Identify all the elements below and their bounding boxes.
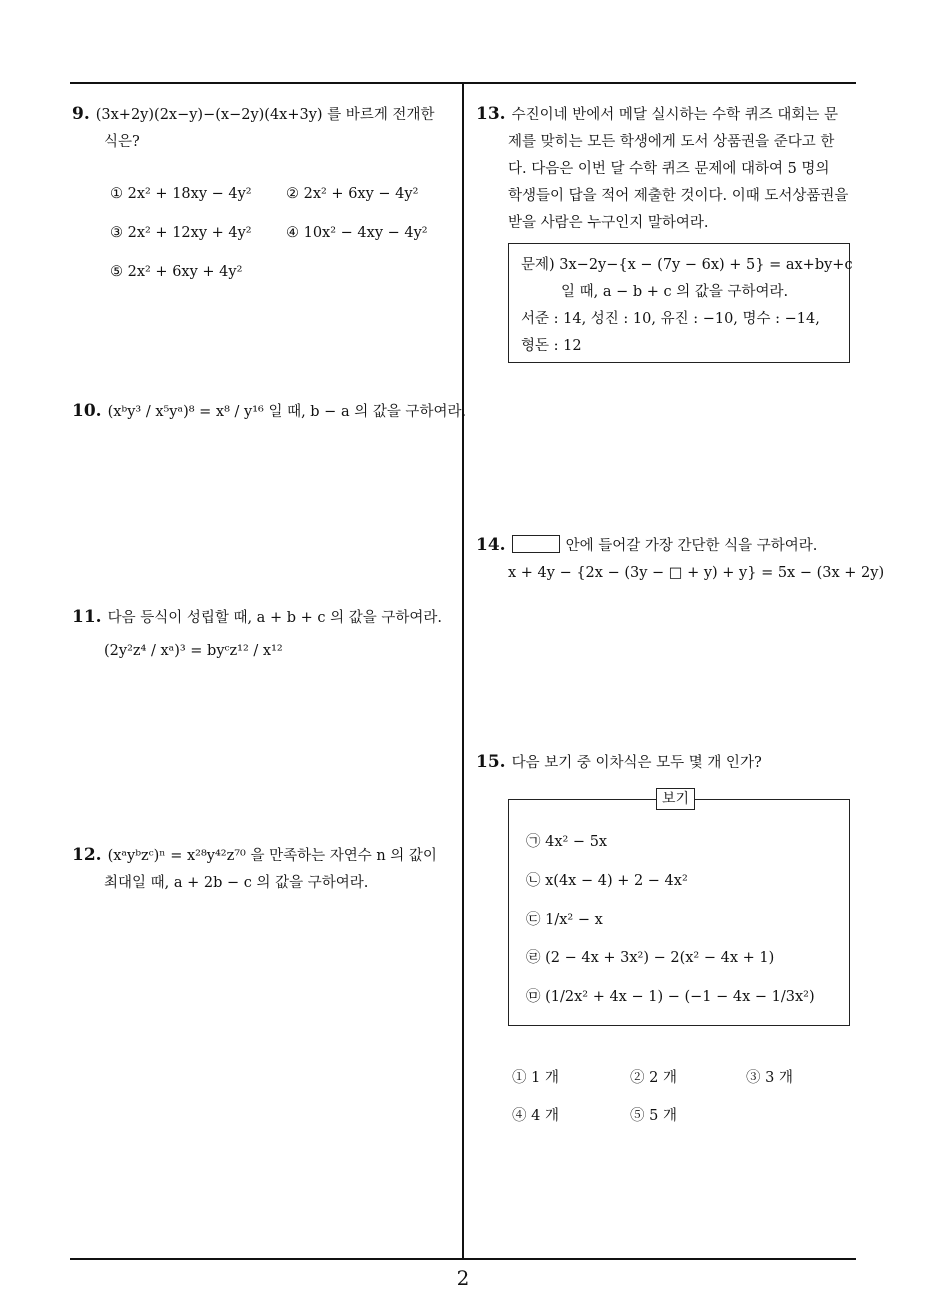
question-14 bbox=[476, 532, 885, 587]
question-number: 9. bbox=[72, 104, 90, 124]
question-number: 10. bbox=[72, 401, 102, 421]
question-text-cont: 최대일 때, a + 2b − c 의 값을 구하여라. bbox=[104, 875, 369, 891]
question-9 bbox=[72, 101, 458, 156]
question-11 bbox=[72, 604, 458, 665]
question-number: 12. bbox=[72, 845, 102, 865]
student-answers: 서준 : 14, 성진 : 10, 유진 : −10, 명수 : −14, bbox=[521, 311, 820, 327]
question-12 bbox=[72, 842, 458, 897]
question-text: (xᵇy³ / x⁵yᵃ)⁸ = x⁸ / y¹⁶ 일 때, b − a 의 값을 구하여라. bbox=[107, 404, 467, 420]
question-text-cont: 받을 사람은 누구인지 말하여라. bbox=[508, 215, 709, 231]
choice-1[interactable]: ① 2x² + 18xy − 4y² bbox=[110, 186, 252, 202]
bogi-item: ㉡ x(4x − 4) + 2 − 4x² bbox=[526, 873, 688, 889]
bogi-item: ㉠ 4x² − 5x bbox=[526, 834, 608, 850]
page-number: 2 bbox=[456, 1266, 470, 1290]
question-text: 안에 들어갈 가장 간단한 식을 구하여라. bbox=[565, 538, 818, 554]
question-text: (xᵃyᵇzᶜ)ⁿ = x²⁸y⁴²z⁷⁰ 을 만족하는 자연수 n 의 값이 bbox=[107, 848, 437, 864]
question-text-cont: 식은? bbox=[104, 134, 140, 150]
choice-1[interactable]: ① 1 개 bbox=[512, 1070, 559, 1086]
question-text-cont: 제를 맞히는 모든 학생에게 도서 상품권을 준다고 한 bbox=[508, 134, 835, 150]
question-text: 다음 보기 중 이차식은 모두 몇 개 인가? bbox=[511, 755, 762, 771]
answer-blank bbox=[512, 535, 560, 553]
choice-3[interactable]: ③ 3 개 bbox=[746, 1070, 793, 1086]
question-15 bbox=[476, 749, 860, 777]
question-number: 15. bbox=[476, 752, 506, 772]
equation: x + 4y − {2x − (3y − □ + y) + y} = 5x − (3x + 2y) bbox=[508, 565, 885, 581]
choice-4[interactable]: ④ 10x² − 4xy − 4y² bbox=[286, 225, 428, 241]
bogi-item: ㉢ 1/x² − x bbox=[526, 912, 603, 928]
choice-5[interactable]: ⑤ 2x² + 6xy + 4y² bbox=[110, 264, 243, 280]
bottom-rule bbox=[70, 1258, 856, 1260]
problem-box bbox=[508, 243, 853, 363]
choice-2[interactable]: ② 2 개 bbox=[630, 1070, 677, 1086]
question-number: 13. bbox=[476, 104, 506, 124]
student-answers-cont: 형돈 : 12 bbox=[521, 338, 582, 354]
question-text: 수진이네 반에서 메달 실시하는 수학 퀴즈 대회는 문 bbox=[511, 107, 838, 123]
column-divider bbox=[462, 82, 464, 1259]
question-text: 다음 등식이 성립할 때, a + b + c 의 값을 구하여라. bbox=[107, 610, 442, 626]
question-number: 11. bbox=[72, 607, 102, 627]
question-number: 14. bbox=[476, 535, 506, 555]
bogi-label: 보기 bbox=[656, 788, 695, 810]
question-text-cont: 학생들이 답을 적어 제출한 것이다. 이때 도서상품권을 bbox=[508, 188, 849, 204]
problem-statement-cont: 일 때, a − b + c 의 값을 구하여라. bbox=[561, 284, 789, 300]
equation: (2y²z⁴ / xᵃ)³ = byᶜz¹² / x¹² bbox=[104, 643, 283, 659]
question-text: (3x+2y)(2x−y)−(x−2y)(4x+3y) 를 바르게 전개한 bbox=[95, 107, 435, 123]
question-text-cont: 다. 다음은 이번 달 수학 퀴즈 문제에 대하여 5 명의 bbox=[508, 161, 830, 177]
question-13 bbox=[476, 101, 860, 237]
question-10 bbox=[72, 398, 467, 426]
bogi-item: ㉣ (2 − 4x + 3x²) − 2(x² − 4x + 1) bbox=[526, 950, 775, 966]
problem-statement: 문제) 3x−2y−{x − (7y − 6x) + 5} = ax+by+c bbox=[521, 257, 853, 273]
choice-3[interactable]: ③ 2x² + 12xy + 4y² bbox=[110, 225, 252, 241]
choice-4[interactable]: ④ 4 개 bbox=[512, 1108, 559, 1124]
choice-5[interactable]: ⑤ 5 개 bbox=[630, 1108, 677, 1124]
choice-2[interactable]: ② 2x² + 6xy − 4y² bbox=[286, 186, 419, 202]
bogi-item: ㉤ (1/2x² + 4x − 1) − (−1 − 4x − 1/3x²) bbox=[526, 989, 815, 1005]
